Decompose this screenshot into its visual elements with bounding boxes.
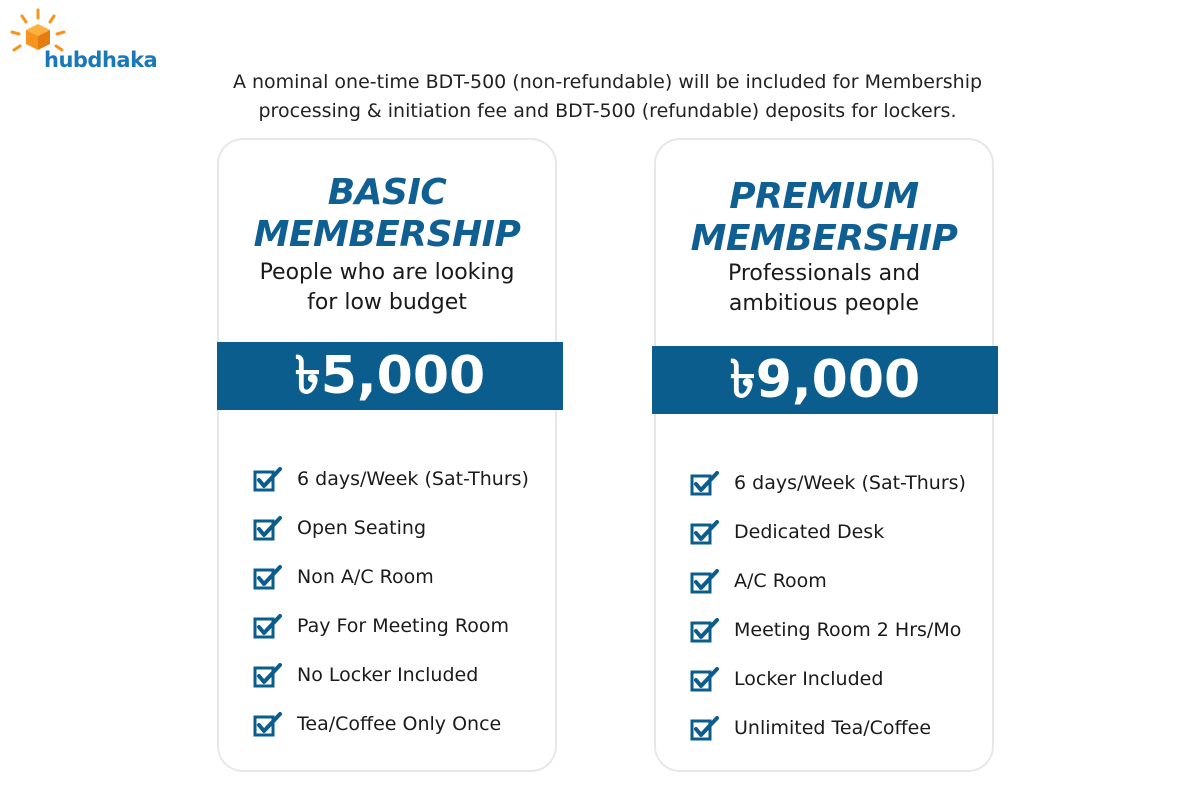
logo-wordmark: hubdhaka (44, 48, 158, 72)
feature-item (253, 552, 545, 601)
plan-price: ৳5,000 (217, 342, 563, 410)
notice-line-2: processing & initiation fee and BDT-500 (refundable) deposits for lockers. (258, 100, 957, 122)
plan-price: ৳9,000 (652, 346, 998, 414)
plan-subtitle-line-1: Professionals and (727, 261, 921, 286)
feature-item (253, 601, 545, 650)
checkbox-check-icon (253, 711, 283, 737)
notice-line-1: A nominal one-time BDT-500 (non-refundable) will be included for Membership (232, 71, 983, 93)
plan-feature-list (690, 458, 982, 752)
checkbox-check-icon (690, 715, 720, 741)
feature-item (253, 503, 545, 552)
plan-subtitle-line-2: ambitious people (728, 291, 920, 316)
plan-subtitle-line-2: for low budget (307, 290, 467, 315)
feature-item (253, 699, 545, 748)
feature-label: A/C Room (734, 569, 827, 592)
feature-label: 6 days/Week (Sat-Thurs) (734, 471, 966, 494)
feature-label: No Locker Included (297, 663, 479, 686)
membership-fee-notice (150, 68, 1065, 126)
feature-item (253, 454, 545, 503)
plan-subtitle (656, 259, 992, 319)
basic-membership-card[interactable] (217, 138, 557, 772)
plan-subtitle-line-1: People who are looking (259, 260, 515, 285)
plan-subtitle (219, 258, 555, 318)
feature-item (690, 605, 982, 654)
feature-label: 6 days/Week (Sat-Thurs) (297, 467, 529, 490)
plan-title (219, 172, 555, 256)
feature-label: Dedicated Desk (734, 520, 885, 543)
checkbox-check-icon (253, 662, 283, 688)
plan-title-line-2: MEMBERSHIP (253, 214, 521, 255)
plan-title-line-2: MEMBERSHIP (690, 218, 958, 259)
feature-label: Tea/Coffee Only Once (297, 712, 502, 735)
feature-item (690, 458, 982, 507)
premium-membership-card[interactable] (654, 138, 994, 772)
feature-label: Unlimited Tea/Coffee (734, 716, 932, 739)
feature-label: Open Seating (297, 516, 427, 539)
checkbox-check-icon (690, 666, 720, 692)
feature-label: Non A/C Room (297, 565, 434, 588)
checkbox-check-icon (253, 466, 283, 492)
plan-feature-list (253, 454, 545, 748)
feature-label: Meeting Room 2 Hrs/Mo (734, 618, 962, 641)
plan-title-line-1: PREMIUM (729, 176, 919, 217)
feature-item (253, 650, 545, 699)
feature-item (690, 556, 982, 605)
feature-item (690, 507, 982, 556)
plan-title-line-1: BASIC (327, 172, 447, 213)
feature-label: Pay For Meeting Room (297, 614, 510, 637)
checkbox-check-icon (253, 613, 283, 639)
checkbox-check-icon (690, 470, 720, 496)
checkbox-check-icon (690, 617, 720, 643)
checkbox-check-icon (690, 519, 720, 545)
checkbox-check-icon (690, 568, 720, 594)
checkbox-check-icon (253, 564, 283, 590)
checkbox-check-icon (253, 515, 283, 541)
hubdhaka-logo[interactable] (10, 8, 158, 78)
feature-item (690, 703, 982, 752)
plan-title (656, 176, 992, 260)
feature-item (690, 654, 982, 703)
feature-label: Locker Included (734, 667, 884, 690)
